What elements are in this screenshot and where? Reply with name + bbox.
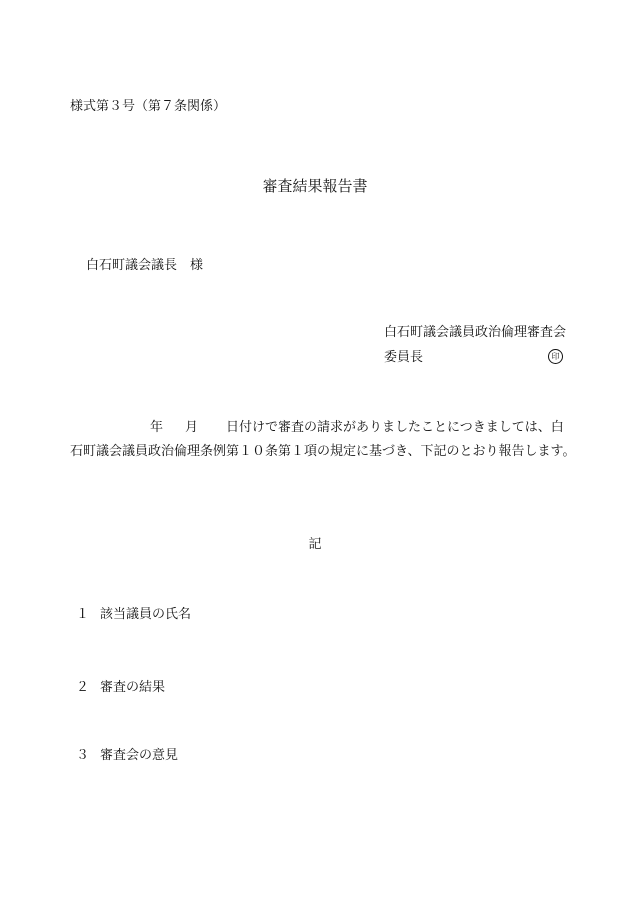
sender-title: 委員長 — [384, 350, 424, 365]
form-number: 様式第３号（第７条関係） — [70, 99, 227, 114]
item-label: 審査の結果 — [100, 680, 166, 695]
list-item — [76, 607, 191, 623]
month-label: 月 — [185, 420, 199, 435]
document-title: 審査結果報告書 — [262, 177, 368, 195]
list-item — [76, 680, 165, 696]
addressee: 白石町議会議長 様 — [86, 258, 204, 273]
item-number: ２ — [76, 680, 90, 695]
sender-organization: 白石町議会議員政治倫理審査会 — [384, 325, 567, 340]
year-label: 年 — [150, 420, 164, 435]
item-number: ３ — [76, 748, 90, 763]
item-label: 審査会の意見 — [100, 748, 179, 763]
item-label: 該当議員の氏名 — [100, 607, 192, 622]
ki-heading: 記 — [308, 537, 322, 552]
item-number: １ — [76, 607, 90, 622]
body-line-1-text: 日付けで審査の請求がありましたことにつきましては、白 — [226, 420, 564, 435]
list-item — [76, 748, 178, 764]
body-line-2: 石町議会議員政治倫理条例第１０条第１項の規定に基づき、下記のとおり報告します。 — [70, 444, 576, 459]
body-line-1 — [70, 416, 570, 440]
body-paragraph — [70, 416, 576, 464]
seal-mark: 印 — [548, 349, 563, 364]
